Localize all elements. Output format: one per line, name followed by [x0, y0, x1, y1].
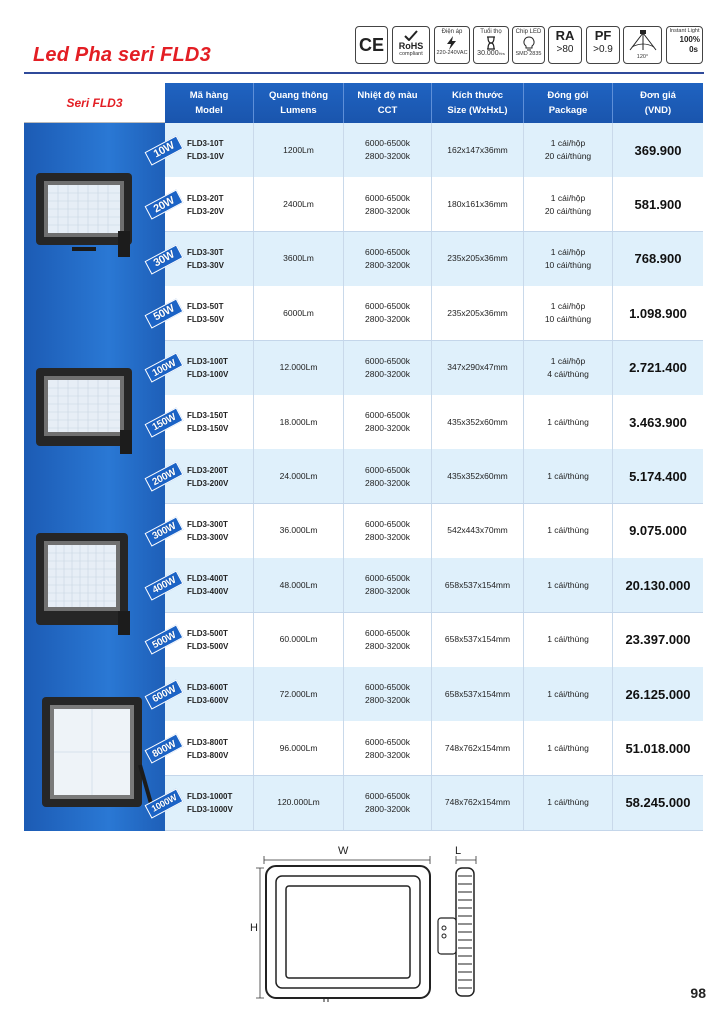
- price-value: 9.075.000: [629, 523, 687, 539]
- table-row: [165, 123, 703, 177]
- cell-cct: [344, 341, 432, 395]
- wattage-tag: 100W: [150, 357, 178, 379]
- cell-lumens: [254, 232, 344, 286]
- package-line-2: 20 cái/thùng: [544, 205, 592, 216]
- cct-cool: 6000-6500k: [365, 192, 410, 203]
- cct-warm: 2800-3200k: [365, 423, 410, 434]
- dim-height-label: H: [250, 922, 258, 934]
- package-line-1: 1 cái/hộp: [550, 192, 586, 203]
- size-value: 162x147x36mm: [447, 144, 508, 155]
- cell-pkg: [524, 504, 613, 558]
- cell-size: [432, 232, 524, 286]
- cct-warm: 2800-3200k: [365, 640, 410, 651]
- lifetime-caption: Tuổi thọ: [480, 29, 502, 35]
- cell-pkg: [524, 667, 613, 721]
- table-row: [165, 341, 703, 395]
- model-code-v: FLD3-200V: [187, 478, 229, 488]
- price-value: 3.463.900: [629, 414, 687, 430]
- instant-caption: Instant Light: [669, 28, 700, 34]
- cct-cool: 6000-6500k: [365, 301, 410, 312]
- header-price-l2: (VND): [644, 105, 672, 116]
- table-row: [165, 613, 703, 667]
- cell-price: [613, 286, 703, 340]
- model-code-t: FLD3-800T: [187, 737, 228, 747]
- chip-caption: Chip LED: [515, 29, 542, 35]
- wattage-tag: 1000W: [149, 792, 179, 814]
- size-value: 658x537x154mm: [444, 579, 511, 590]
- price-value: 5.174.400: [629, 469, 687, 485]
- dimension-diagram-svg: [250, 840, 490, 1010]
- pf-title: PF: [594, 28, 612, 43]
- table-row: [165, 395, 703, 449]
- wattage-tag: 10W: [151, 139, 177, 161]
- table-row: [165, 177, 703, 231]
- cell-pkg: [524, 613, 613, 667]
- header-package: [524, 83, 613, 123]
- cell-lumens: [254, 504, 344, 558]
- wattage-tag: 300W: [150, 520, 178, 542]
- cell-lumens: [254, 341, 344, 395]
- header-size: [432, 83, 524, 123]
- table-header: [165, 83, 703, 123]
- model-code-t: FLD3-200T: [187, 465, 228, 475]
- model-code-t: FLD3-30T: [187, 247, 224, 257]
- model-code-v: FLD3-30V: [187, 260, 224, 270]
- cell-cct: [344, 667, 432, 721]
- cct-warm: 2800-3200k: [365, 695, 410, 706]
- cct-warm: 2800-3200k: [365, 477, 410, 488]
- rohs-check-icon: [404, 30, 418, 41]
- lumens-value: 12.000Lm: [279, 362, 318, 373]
- wattage-tag: 600W: [150, 683, 178, 705]
- table-row: [165, 504, 703, 558]
- lightning-icon: [444, 36, 460, 50]
- hourglass-icon: [484, 36, 498, 50]
- cell-lumens: [254, 123, 344, 177]
- price-value: 51.018.000: [625, 741, 691, 757]
- price-value: 2.721.400: [629, 360, 687, 376]
- cell-size: [432, 286, 524, 340]
- size-value: 658x537x154mm: [444, 634, 511, 645]
- table-row: [165, 776, 703, 830]
- package-line-2: 20 cái/thùng: [544, 151, 592, 162]
- cell-pkg: [524, 286, 613, 340]
- series-label: Seri FLD3: [24, 83, 165, 123]
- chip-badge: [512, 26, 545, 64]
- cct-cool: 6000-6500k: [365, 464, 410, 475]
- model-code-t: FLD3-10T: [187, 139, 224, 149]
- model-code-v: FLD3-400V: [187, 587, 229, 597]
- package-line-1: 1 cái/hộp: [550, 246, 586, 257]
- wattage-tag: 20W: [151, 194, 177, 215]
- table-row: [165, 558, 703, 612]
- cell-size: [432, 667, 524, 721]
- cell-price: [613, 449, 703, 503]
- model-code-v: FLD3-600V: [187, 696, 229, 706]
- cell-price: [613, 776, 703, 830]
- cell-pkg: [524, 449, 613, 503]
- cell-cct: [344, 613, 432, 667]
- model-code-t: FLD3-50T: [187, 302, 224, 312]
- cell-lumens: [254, 558, 344, 612]
- lumens-value: 2400Lm: [283, 199, 314, 210]
- price-value: 58.245.000: [625, 795, 691, 811]
- cell-size: [432, 177, 524, 231]
- dim-width-label: W: [338, 845, 349, 857]
- cell-pkg: [524, 721, 613, 775]
- size-value: 235x205x36mm: [447, 307, 508, 318]
- cct-warm: 2800-3200k: [365, 259, 410, 270]
- cell-size: [432, 721, 524, 775]
- chip-value: SMD 2835: [515, 51, 542, 57]
- size-value: 347x290x47mm: [447, 362, 508, 373]
- model-code-t: FLD3-20T: [187, 193, 224, 203]
- lumens-value: 1200Lm: [283, 144, 314, 155]
- cell-size: [432, 776, 524, 830]
- cct-warm: 2800-3200k: [365, 803, 410, 814]
- dim-length-label: L: [455, 845, 462, 857]
- rohs-badge: [392, 26, 430, 64]
- cell-lumens: [254, 721, 344, 775]
- size-value: 748x762x154mm: [444, 797, 511, 808]
- model-code-t: FLD3-600T: [187, 683, 228, 693]
- cell-lumens: [254, 613, 344, 667]
- cell-lumens: [254, 177, 344, 231]
- price-value: 369.900: [634, 142, 682, 158]
- size-value: 235x205x36mm: [447, 253, 508, 264]
- cell-price: [613, 613, 703, 667]
- cell-cct: [344, 395, 432, 449]
- package-line-1: 1 cái/thùng: [547, 634, 589, 645]
- cell-lumens: [254, 449, 344, 503]
- pf-value: >0.9: [593, 44, 613, 55]
- model-code-v: FLD3-300V: [187, 532, 229, 542]
- cell-price: [613, 232, 703, 286]
- cell-lumens: [254, 395, 344, 449]
- model-code-v: FLD3-10V: [187, 152, 224, 162]
- cct-cool: 6000-6500k: [365, 682, 410, 693]
- cell-size: [432, 341, 524, 395]
- beam-angle-value: 120°: [636, 54, 649, 60]
- package-line-1: 1 cái/hộp: [550, 138, 586, 149]
- header-lumens: [254, 83, 344, 123]
- title-rule: [24, 72, 704, 74]
- size-value: 658x537x154mm: [444, 688, 511, 699]
- model-code-v: FLD3-50V: [187, 315, 224, 325]
- model-code-v: FLD3-1000V: [187, 804, 233, 814]
- cct-cool: 6000-6500k: [365, 518, 410, 529]
- cell-pkg: [524, 341, 613, 395]
- price-value: 26.125.000: [625, 686, 691, 702]
- cell-price: [613, 177, 703, 231]
- page-title: Led Pha seri FLD3: [33, 44, 211, 66]
- wattage-tag: 400W: [150, 574, 178, 597]
- price-value: 20.130.000: [625, 577, 691, 593]
- cell-price: [613, 558, 703, 612]
- model-code-t: FLD3-300T: [187, 519, 228, 529]
- cell-pkg: [524, 177, 613, 231]
- table-row: [165, 667, 703, 721]
- cell-pkg: [524, 232, 613, 286]
- cct-warm: 2800-3200k: [365, 749, 410, 760]
- lifetime-badge: [473, 26, 509, 64]
- lumens-value: 18.000Lm: [279, 416, 318, 427]
- lumens-value: 3600Lm: [283, 253, 314, 264]
- cell-lumens: [254, 776, 344, 830]
- table-row: [165, 232, 703, 286]
- header-package-l1: Đóng gói: [547, 90, 589, 101]
- wattage-tag: 150W: [150, 411, 178, 433]
- pf-badge: [586, 26, 620, 64]
- wattage-tag: 50W: [151, 302, 177, 324]
- cct-cool: 6000-6500k: [365, 790, 410, 801]
- cct-warm: 2800-3200k: [365, 531, 410, 542]
- page-number: 98: [690, 985, 706, 1001]
- cell-price: [613, 667, 703, 721]
- bulb-icon: [523, 36, 535, 51]
- cct-warm: 2800-3200k: [365, 205, 410, 216]
- cell-cct: [344, 286, 432, 340]
- instant-value: 100%: [679, 35, 700, 44]
- cct-cool: 6000-6500k: [365, 627, 410, 638]
- model-code-t: FLD3-1000T: [187, 791, 233, 801]
- wattage-tag: 800W: [150, 737, 178, 760]
- ce-mark: CE: [358, 35, 384, 55]
- model-code-v: FLD3-150V: [187, 424, 229, 434]
- header-cct-l2: CCT: [377, 105, 398, 116]
- cct-cool: 6000-6500k: [365, 736, 410, 747]
- cell-size: [432, 395, 524, 449]
- package-line-1: 1 cái/thùng: [547, 579, 589, 590]
- cell-price: [613, 123, 703, 177]
- instant-light-badge: [666, 26, 703, 64]
- cct-warm: 2800-3200k: [365, 151, 410, 162]
- lumens-value: 120.000Lm: [277, 797, 320, 808]
- header-size-l1: Kích thước: [451, 90, 504, 101]
- cell-cct: [344, 504, 432, 558]
- cell-cct: [344, 721, 432, 775]
- row-divider: [165, 830, 703, 831]
- ra-value: >80: [556, 44, 574, 55]
- header-price-l1: Đơn giá: [640, 90, 676, 101]
- floodlight-photo-large: [34, 531, 139, 641]
- ra-title: RA: [555, 28, 575, 43]
- cell-pkg: [524, 558, 613, 612]
- rohs-label: RoHS: [398, 41, 424, 51]
- header-price: [613, 83, 703, 123]
- table-row: [165, 449, 703, 503]
- package-line-1: 1 cái/thùng: [547, 743, 589, 754]
- package-line-1: 1 cái/thùng: [547, 471, 589, 482]
- model-code-v: FLD3-800V: [187, 750, 229, 760]
- size-value: 435x352x60mm: [447, 471, 508, 482]
- beam-angle-badge: [623, 26, 662, 64]
- header-model-l2: Model: [195, 105, 223, 116]
- cell-cct: [344, 123, 432, 177]
- lifetime-value: 30.000: [477, 50, 499, 57]
- lumens-value: 48.000Lm: [279, 579, 318, 590]
- size-value: 180x161x36mm: [447, 199, 508, 210]
- instant-sub: 0s: [689, 45, 698, 54]
- lumens-value: 72.000Lm: [279, 688, 318, 699]
- price-value: 581.900: [634, 197, 682, 213]
- cct-cool: 6000-6500k: [365, 355, 410, 366]
- cell-pkg: [524, 395, 613, 449]
- cell-price: [613, 395, 703, 449]
- cell-size: [432, 613, 524, 667]
- cell-cct: [344, 776, 432, 830]
- model-code-v: FLD3-500V: [187, 641, 229, 651]
- ra-badge: [548, 26, 582, 64]
- price-value: 1.098.900: [629, 305, 687, 321]
- package-line-2: 4 cái/thùng: [547, 368, 589, 379]
- package-line-1: 1 cái/thùng: [547, 688, 589, 699]
- cell-price: [613, 721, 703, 775]
- cct-cool: 6000-6500k: [365, 573, 410, 584]
- wattage-tag: 30W: [151, 248, 177, 270]
- model-code-t: FLD3-100T: [187, 356, 228, 366]
- cell-price: [613, 341, 703, 395]
- model-code-t: FLD3-400T: [187, 574, 228, 584]
- lumens-value: 24.000Lm: [279, 471, 318, 482]
- cct-warm: 2800-3200k: [365, 314, 410, 325]
- floodlight-photo-medium: [34, 366, 139, 461]
- cct-cool: 6000-6500k: [365, 410, 410, 421]
- voltage-caption: Điện áp: [441, 29, 463, 35]
- table-row: [165, 286, 703, 340]
- lumens-value: 96.000Lm: [279, 743, 318, 754]
- lumens-value: 36.000Lm: [279, 525, 318, 536]
- cell-cct: [344, 177, 432, 231]
- size-value: 748x762x154mm: [444, 743, 511, 754]
- wattage-tag: 200W: [150, 465, 178, 488]
- package-line-2: 10 cái/thùng: [544, 314, 592, 325]
- cell-lumens: [254, 667, 344, 721]
- beam-angle-icon: [626, 30, 660, 54]
- header-lumens-l2: Lumens: [280, 105, 317, 116]
- price-value: 768.900: [634, 251, 682, 267]
- header-model-l1: Mã hàng: [189, 90, 229, 101]
- cell-size: [432, 504, 524, 558]
- price-value: 23.397.000: [625, 632, 691, 648]
- ce-badge: [355, 26, 388, 64]
- table-row: [165, 721, 703, 775]
- floodlight-photo-small: [34, 171, 139, 266]
- cell-cct: [344, 558, 432, 612]
- lumens-value: 60.000Lm: [279, 634, 318, 645]
- size-value: 542x443x70mm: [447, 525, 508, 536]
- header-cct-l1: Nhiệt độ màu: [357, 90, 418, 101]
- header-size-l2: Size (WxHxL): [447, 105, 508, 116]
- model-code-v: FLD3-20V: [187, 206, 224, 216]
- cell-size: [432, 123, 524, 177]
- lumens-value: 6000Lm: [283, 307, 314, 318]
- dimension-drawing: [250, 840, 490, 1010]
- header-lumens-l1: Quang thông: [268, 90, 329, 101]
- cell-lumens: [254, 286, 344, 340]
- wattage-tag: 500W: [150, 629, 178, 651]
- model-code-v: FLD3-100V: [187, 369, 229, 379]
- model-code-t: FLD3-500T: [187, 628, 228, 638]
- voltage-value: 220-240VAC: [436, 50, 468, 56]
- header-package-l2: Package: [548, 105, 588, 116]
- cct-warm: 2800-3200k: [365, 586, 410, 597]
- lifetime-unit: Hrs: [498, 51, 505, 56]
- package-line-1: 1 cái/thùng: [547, 797, 589, 808]
- cell-price: [613, 504, 703, 558]
- cct-warm: 2800-3200k: [365, 368, 410, 379]
- rohs-sub: compliant: [399, 51, 423, 57]
- cell-cct: [344, 232, 432, 286]
- cell-pkg: [524, 123, 613, 177]
- floodlight-photo-xlarge: [34, 695, 159, 820]
- header-cct: [344, 83, 432, 123]
- cell-cct: [344, 449, 432, 503]
- cell-size: [432, 449, 524, 503]
- package-line-1: 1 cái/hộp: [550, 355, 586, 366]
- header-model: [165, 83, 254, 123]
- cell-size: [432, 558, 524, 612]
- cell-pkg: [524, 776, 613, 830]
- model-code-t: FLD3-150T: [187, 411, 228, 421]
- lifetime-value-line: [474, 50, 508, 58]
- package-line-1: 1 cái/thùng: [547, 525, 589, 536]
- voltage-badge: [434, 26, 470, 64]
- package-line-1: 1 cái/hộp: [550, 301, 586, 312]
- cct-cool: 6000-6500k: [365, 246, 410, 257]
- size-value: 435x352x60mm: [447, 416, 508, 427]
- cct-cool: 6000-6500k: [365, 138, 410, 149]
- package-line-2: 10 cái/thùng: [544, 259, 592, 270]
- package-line-1: 1 cái/thùng: [547, 416, 589, 427]
